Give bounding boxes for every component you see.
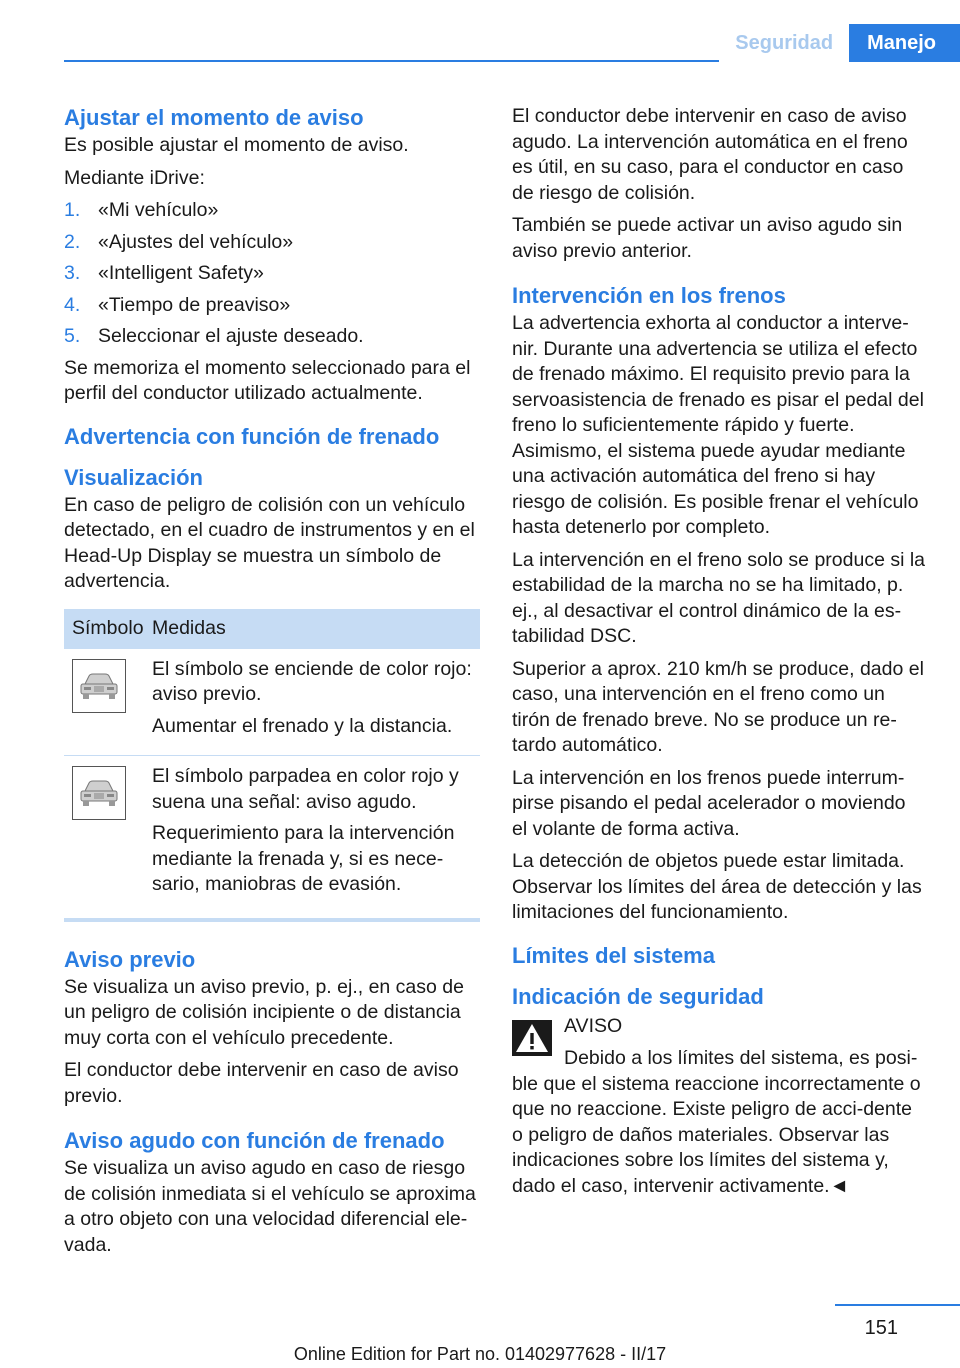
step-text: «Mi vehículo» [98,199,219,221]
warning-title: AVISO [564,1014,623,1037]
heading-indicacion-seguridad: Indicación de seguridad [512,983,764,1009]
warning-triangle-icon [512,1020,552,1064]
heading-limites-sistema: Límites del sistema [512,942,715,968]
column-header-simbolo: Símbolo [64,609,144,649]
step-number: 1. [64,199,81,221]
right-column [512,104,926,1206]
paragraph: Se memoriza el momento seleccionado para el perfil del conductor utilizado actualmente. [64,356,471,404]
list-item [64,230,480,256]
paragraph: El conductor debe intervenir en caso de aviso agudo. La intervención automática en el freno es útil, en su caso, para el conductor en caso de riesgo de colisión. [512,105,908,204]
table-cell-text: El símbolo se enciende de color rojo: aviso previo. [152,657,472,705]
safety-warning [512,1014,926,1040]
paragraph: Es posible ajustar el momento de aviso. [64,134,409,156]
step-number: 2. [64,230,81,253]
column-header-medidas: Medidas [144,609,480,649]
paragraph: La intervención en el freno solo se produce si la estabilidad de la marcha no se ha limitado, p. ej., al desactivar el control dinámico de la es-tabilidad DSC. [512,548,926,647]
tab-seguridad[interactable]: Seguridad [719,24,849,62]
table-row [64,649,480,756]
table-cell-text: Aumentar el frenado y la distancia. [152,714,453,737]
list-item [64,324,480,350]
table-row [64,756,480,914]
tab-manejo[interactable]: Manejo [849,24,960,62]
table-cell-text: Requerimiento para la intervención mediante la frenada y, si es nece-sario, maniobras de evasión. [152,822,455,895]
paragraph: Superior a aprox. 210 km/h se produce, dado el caso, una intervención en el freno como un tirón de frenado breve. No se produce un re-tardo automático. [512,657,924,756]
step-number: 3. [64,262,81,284]
table-bottom-rule [64,918,480,922]
left-column [64,104,480,1265]
heading-ajustar-momento: Ajustar el momento de aviso [64,105,364,130]
list-item [64,261,480,287]
paragraph: La advertencia exhorta al conductor a interve-nir. Durante una advertencia se utiliza el efecto de frenado máximo. El requisito previo para la servoasistencia de frenado es pisar el pedal del freno lo suficientemente rápido y fuerte. Asimismo, el sistema puede ayudar mediante una activación automática del freno si hay riesgo de colisión. Es posible frenar el vehículo hasta detenerlo por completo. [512,312,924,538]
heading-aviso-agudo: Aviso agudo con función de frenado [64,1128,445,1153]
car-warning-icon [72,766,126,820]
list-item [64,293,480,319]
symbol-table [64,609,480,914]
car-warning-icon [72,659,126,713]
heading-aviso-previo: Aviso previo [64,946,196,972]
edition-footer: Online Edition for Part no. 01402977628 - II/17 [293,1344,667,1364]
header-tabs [719,24,960,62]
paragraph: Se visualiza un aviso agudo en caso de riesgo de colisión inmediata si el vehículo se aproxima a otro objeto con una velocidad diferencial ele-vada. [64,1157,476,1256]
step-text: «Tiempo de preaviso» [98,293,291,316]
paragraph: También se puede activar un aviso agudo sin aviso previo anterior. [512,214,903,262]
paragraph: En caso de peligro de colisión con un vehículo detectado, en el cuadro de instrumentos y en el Head-Up Display se muestra un símbolo de advertencia. [64,493,475,592]
list-item [64,198,480,224]
table-header-row [64,609,480,649]
heading-advertencia-frenado: Advertencia con función de frenado [64,423,440,449]
step-text: Seleccionar el ajuste deseado. [98,325,364,347]
step-number: 5. [64,325,81,347]
step-text: «Intelligent Safety» [98,262,264,284]
paragraph: La detección de objetos puede estar limitada. Observar los límites del área de detección y las limitaciones del funcionamiento. [512,850,922,923]
heading-visualizacion: Visualización [64,464,203,490]
idrive-steps [64,198,480,350]
step-text: «Ajustes del vehículo» [98,230,294,253]
paragraph: El conductor debe intervenir en caso de aviso previo. [64,1059,459,1107]
warning-text: Debido a los límites del sistema, es posi-ble que el sistema reaccione incorrectamente o que no reaccione. Existe peligro de acci-dente o peligro de daños materiales. Observar las indicaciones sobre los límites del sistema y, dado el caso, intervenir activamente.◄ [512,1047,921,1197]
paragraph: Se visualiza un aviso previo, p. ej., en caso de un peligro de colisión incipiente o de distancia muy corta con el vehículo precedente. [64,975,464,1049]
heading-intervencion-frenos: Intervención en los frenos [512,283,786,308]
step-number: 4. [64,293,81,316]
table-cell-text: El símbolo parpadea en color rojo y suena una señal: aviso agudo. [152,765,459,813]
paragraph: Mediante iDrive: [64,166,205,189]
page-number: 151 [864,1317,898,1339]
footer-rule [835,1304,960,1306]
paragraph: La intervención en los frenos puede interrum-pirse pisando el pedal acelerador o moviendo el volante de forma activa. [512,766,906,840]
